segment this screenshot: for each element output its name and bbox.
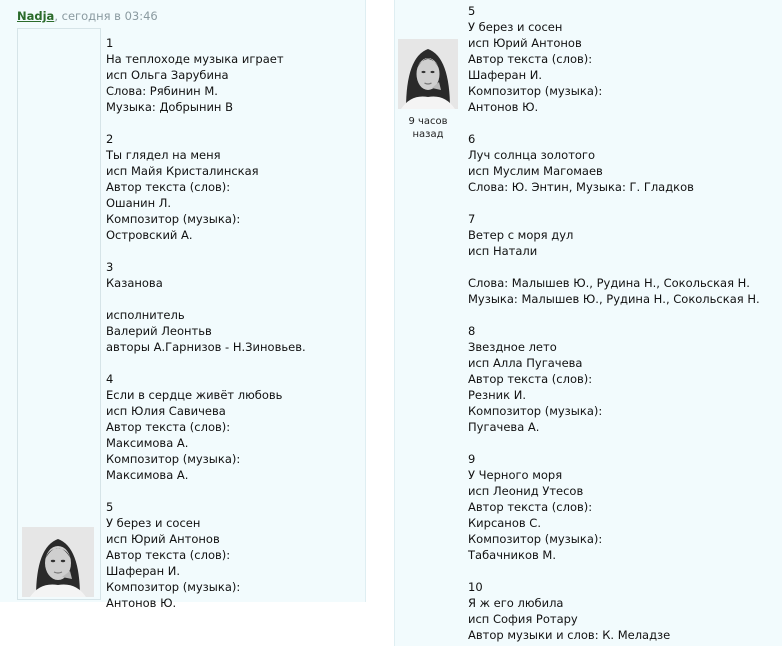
song-line: Композитор (музыка): (468, 404, 603, 418)
song-line: Резник И. (468, 388, 526, 402)
song-line: исп Муслим Магомаев (468, 164, 603, 178)
song-line: исп София Ротару (468, 612, 578, 626)
song-line: Максимова А. (106, 468, 189, 482)
song-line: Если в сердце живёт любовь (106, 388, 283, 402)
blank-line (106, 291, 306, 307)
song-line: исп Юрий Антонов (468, 36, 582, 50)
song-line: Звездное лето (468, 340, 557, 354)
song-number: 5 (106, 500, 114, 514)
song-line: Пугачева А. (468, 420, 540, 434)
song-line: Антонов Ю. (468, 100, 539, 114)
song-line: исп Алла Пугачева (468, 356, 583, 370)
song-line: На теплоходе музыка играет (106, 52, 284, 66)
song-line: Музыка: Добрынин В (106, 100, 233, 114)
song-list (468, 3, 760, 659)
song-number: 2 (106, 132, 114, 146)
song-line: Автор текста (слов): (106, 548, 231, 562)
song-line: Шаферан И. (106, 564, 181, 578)
song-number: 6 (468, 132, 476, 146)
song-line: Автор текста (слов): (468, 52, 593, 66)
right-post-panel (394, 0, 782, 646)
song-line: У берез и сосен (468, 20, 563, 34)
song-line: Ты глядел на меня (106, 148, 221, 162)
post-time: 9 часов назад (408, 116, 448, 140)
song-number: 1 (106, 36, 114, 50)
song-item (106, 371, 306, 483)
song-line: Табачников М. (468, 548, 556, 562)
author-link[interactable]: Nadja (17, 9, 55, 23)
song-line: исп Ольга Зарубина (106, 68, 229, 82)
song-line: Кирсанов С. (468, 516, 541, 530)
song-list (106, 35, 306, 627)
blank-line (468, 259, 760, 275)
song-item (468, 211, 760, 307)
song-item (106, 499, 306, 611)
song-line: авторы А.Гарнизов - Н.Зиновьев. (106, 340, 306, 354)
song-line: У берез и сосен (106, 516, 201, 530)
song-line: Казанова (106, 276, 163, 290)
song-line: исп Натали (468, 244, 538, 258)
song-line: Композитор (музыка): (106, 452, 241, 466)
song-line: Композитор (музыка): (468, 84, 603, 98)
avatar[interactable] (22, 527, 94, 597)
song-line: Луч солнца золотого (468, 148, 596, 162)
song-line: Валерий Леонтьв (106, 324, 212, 338)
song-item (468, 579, 760, 643)
song-line: Автор текста (слов): (106, 420, 231, 434)
avatar-frame (17, 28, 101, 600)
song-line: Слова: Малышев Ю., Рудина Н., Сокольская Н. (468, 276, 750, 290)
song-item (468, 3, 760, 115)
song-number: 4 (106, 372, 114, 386)
song-number: 10 (468, 580, 483, 594)
song-line: Автор музыки и слов: К. Меладзе (468, 628, 671, 642)
song-line: Я ж его любила (468, 596, 564, 610)
song-number: 5 (468, 4, 476, 18)
song-line: Слова: Ю. Энтин, Музыка: Г. Гладков (468, 180, 694, 194)
song-line: исп Юлия Савичева (106, 404, 226, 418)
song-line: Музыка: Малышев Ю., Рудина Н., Сокольская Н. (468, 292, 760, 306)
post-header (17, 9, 158, 23)
song-line: исп Юрий Антонов (106, 532, 220, 546)
song-item (468, 131, 760, 195)
song-line: Композитор (музыка): (106, 580, 241, 594)
song-line: Композитор (музыка): (468, 532, 603, 546)
song-line: исп Леонид Утесов (468, 484, 584, 498)
song-item (106, 131, 306, 243)
song-line: Автор текста (слов): (468, 372, 593, 386)
song-line: Антонов Ю. (106, 596, 177, 610)
user-photo-icon (398, 39, 458, 109)
user-photo-icon (22, 527, 94, 597)
song-item (106, 35, 306, 115)
left-post-panel (0, 0, 366, 610)
song-line: исп Майя Кристалинская (106, 164, 259, 178)
song-line: Композитор (музыка): (106, 212, 241, 226)
song-line: Ошанин Л. (106, 196, 172, 210)
song-line: Ветер с моря дул (468, 228, 574, 242)
song-number: 9 (468, 452, 476, 466)
song-number: 3 (106, 260, 114, 274)
song-line: исполнитель (106, 308, 185, 322)
song-number: 8 (468, 324, 476, 338)
song-item (468, 323, 760, 435)
song-line: Максимова А. (106, 436, 189, 450)
post-timestamp: , сегодня в 03:46 (54, 9, 158, 23)
song-line: Автор текста (слов): (468, 500, 593, 514)
song-line: Автор текста (слов): (106, 180, 231, 194)
song-item (106, 259, 306, 355)
avatar[interactable] (398, 39, 458, 109)
song-line: Островский А. (106, 228, 193, 242)
song-line: Слова: Рябинин М. (106, 84, 218, 98)
song-line: Шаферан И. (468, 68, 543, 82)
song-number: 7 (468, 212, 476, 226)
song-line: У Черного моря (468, 468, 563, 482)
song-item (468, 451, 760, 563)
